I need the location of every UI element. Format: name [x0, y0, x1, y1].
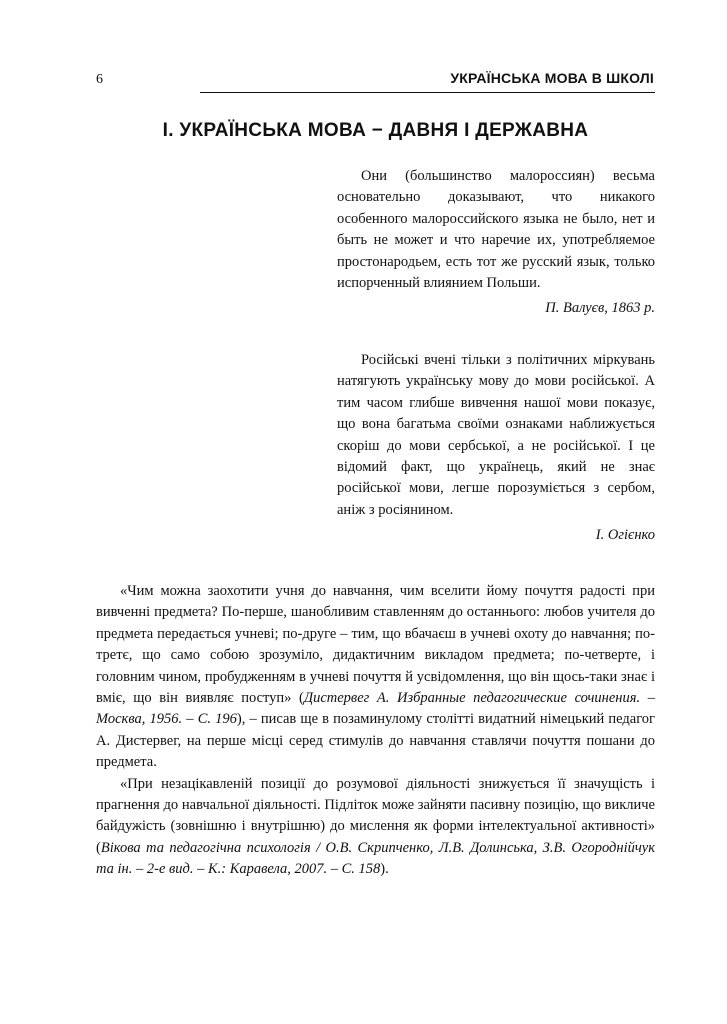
page-number: 6 [96, 72, 103, 87]
epigraph-author: І. Огієнко [595, 527, 655, 544]
paragraph-text-tail: ). [380, 861, 389, 878]
paragraph-text: «Чим можна заохотити учня до навчання, чим вселити йому почуття радості при вивченні предмета? По-перше, шанобливим ставленням до останнього: любов учителя до предмета передається учневі; по-друге – тим, що вбачаєш в учневі охоту до навчання; по-третє, що само собою зрозуміло, дидактичним викладом предмета; по-четверте, і головним чином, пробудженням в учневі почуття й усвідомлення, що він щось-таки знає і вміє, що він виявляє поступ» ( [96, 583, 655, 707]
body-paragraph [96, 774, 655, 881]
citation: Дистервег А. Избранные педагогические сочинения. – Москва, 1956. – С. 196 [96, 690, 655, 728]
epigraph-author: П. Валуєв, 1863 р. [545, 300, 655, 317]
epigraph-ohiienko [337, 350, 655, 547]
header-rule [200, 92, 655, 93]
epigraph-text: Російські вчені тільки з політичних міркувань натягують українську мову до мови російської. А тим часом глибше вивчення нашої мови показує, що вона багатьма своїми ознаками наближується скоріш до мови сербської, а не російської. І це відомий факт, що українець, який не знає російської мови, легше порозуміється з сербом, аніж з росіянином. [337, 352, 655, 518]
epigraph-valuev [337, 166, 655, 320]
body-text [96, 581, 655, 881]
citation: Вікова та педагогічна психологія / О.В. Скрипченко, Л.В. Долинська, З.В. Огороднійчук та ін. – 2-е вид. – К.: Каравела, 2007. – С. 158 [96, 839, 655, 878]
paragraph-text: «При незацікавленій позиції до розумової діяльності знижується її значущість і прагнення до навчальної діяльності. Підліток може зайняти пасивну позицію, що викличе байдужість (зовнішню і внутрішню) до мислення як форми інтелектуальної активності» ( [96, 775, 655, 856]
running-header-title: УКРАЇНСЬКА МОВА В ШКОЛІ [450, 70, 654, 86]
paragraph-text-tail: ), – писав ще в позаминулому столітті видатний німецький педагог А. Дистервег, на перше місці серед стимулів до навчання ставлячи почуття пошани до предмета. [96, 711, 655, 771]
chapter-title: І. УКРАЇНСЬКА МОВА − ДАВНЯ І ДЕРЖАВНА [162, 120, 589, 141]
epigraph-text: Они (большинство малороссиян) весьма основательно доказывают, что никакого особенного малороссийского языка не было, нет и быть не может и что наречие их, употребляемое простонародьем, есть тот же русский язык, только испорченный влиянием Польши. [337, 168, 655, 292]
body-paragraph [96, 581, 655, 774]
